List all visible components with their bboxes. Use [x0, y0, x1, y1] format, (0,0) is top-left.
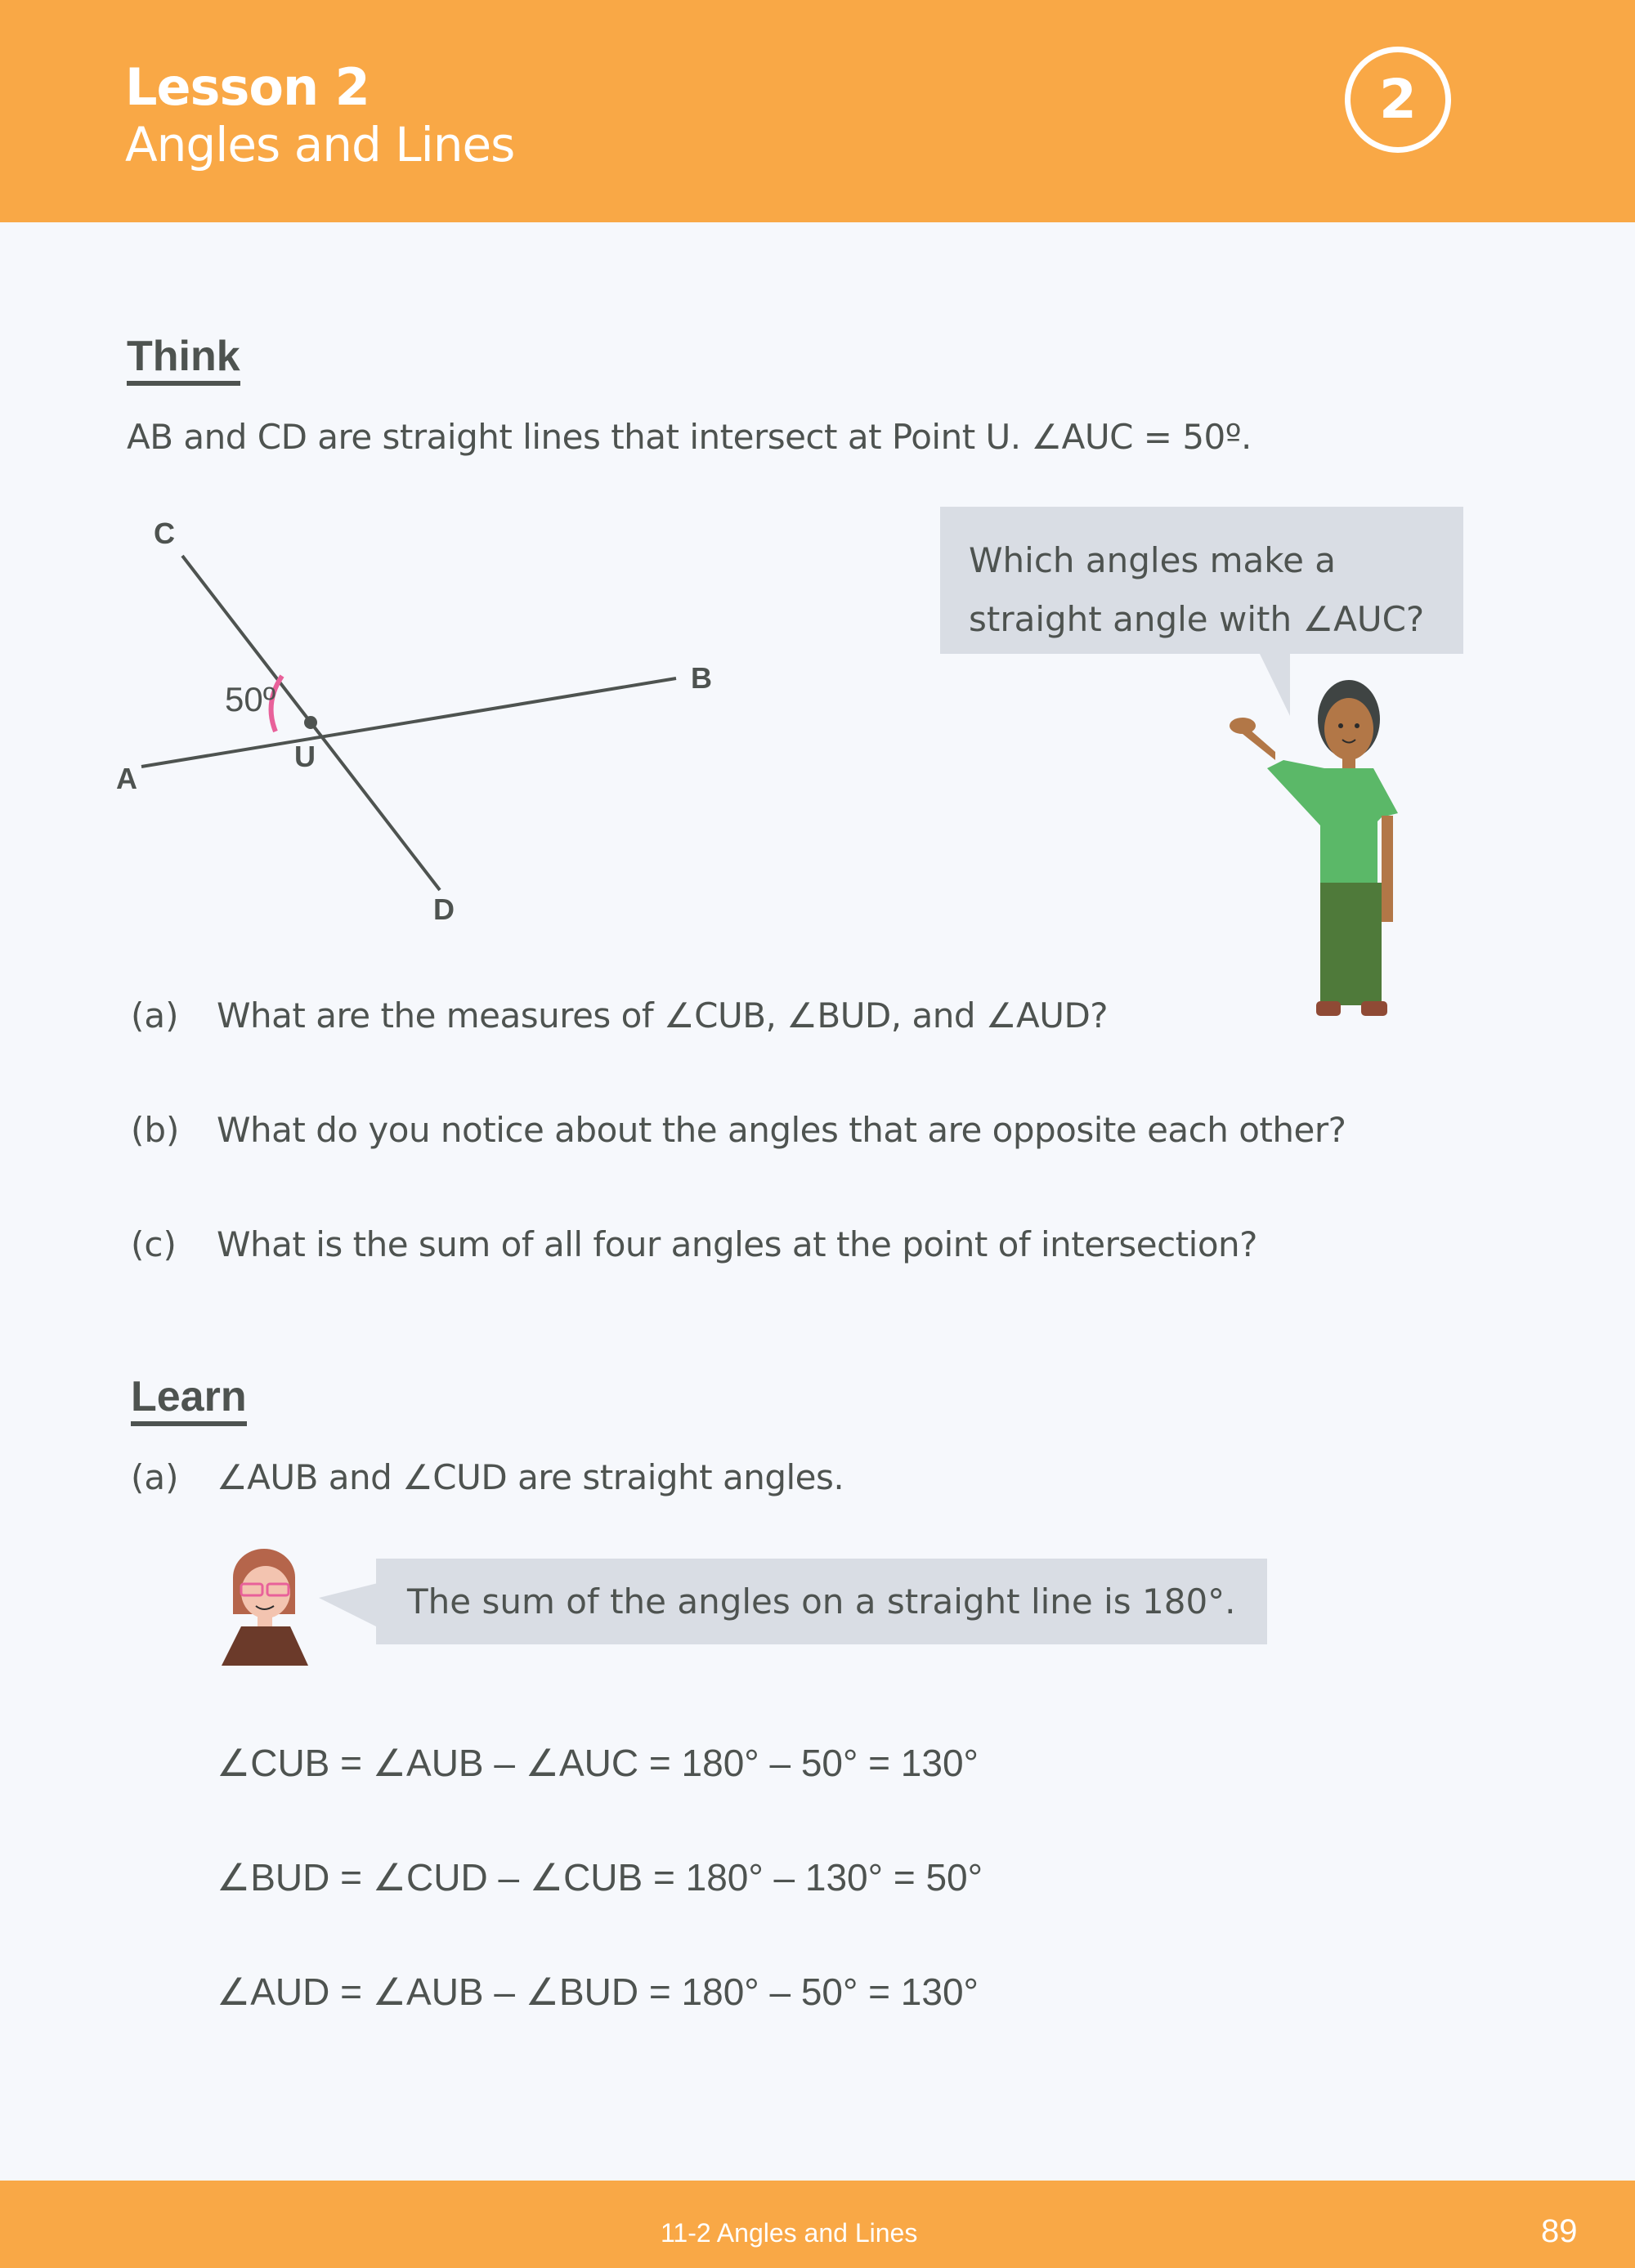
learn-a-label: (a)	[131, 1457, 179, 1497]
question-a: What are the measures of ∠CUB, ∠BUD, and ∠AUD?	[217, 995, 1109, 1036]
lesson-number: Lesson 2	[125, 57, 370, 117]
think-intro: AB and CD are straight lines that intersect at Point U. ∠AUC = 50º.	[127, 417, 1252, 457]
learn-heading: Learn	[131, 1376, 247, 1426]
label-d: D	[433, 892, 455, 926]
boy-character-icon	[1226, 678, 1414, 1030]
lesson-badge: 2	[1345, 47, 1451, 153]
point-u-dot	[304, 716, 317, 729]
question-c-label: (c)	[131, 1224, 177, 1264]
page-number: 89	[1541, 2213, 1578, 2249]
question-c: What is the sum of all four angles at the point of intersection?	[217, 1224, 1257, 1264]
angle-label: 50º	[225, 680, 276, 718]
label-c: C	[154, 517, 175, 550]
question-b: What do you notice about the angles that are opposite each other?	[217, 1110, 1346, 1150]
footer-section-title: 11-2 Angles and Lines	[661, 2218, 918, 2248]
page-footer	[0, 2181, 1635, 2268]
label-u: U	[294, 740, 316, 773]
bubble-line-1: Which angles make a	[969, 540, 1337, 580]
boy-speech-bubble	[940, 507, 1463, 654]
learn-a-text: ∠AUB and ∠CUD are straight angles.	[217, 1457, 844, 1497]
equation-bud: ∠BUD = ∠CUD – ∠CUB = 180° – 130° = 50°	[217, 1856, 983, 1899]
equation-cub: ∠CUB = ∠AUB – ∠AUC = 180° – 50° = 130°	[217, 1742, 979, 1784]
equation-aud: ∠AUD = ∠AUB – ∠BUD = 180° – 50° = 130°	[217, 1971, 979, 2013]
line-ab	[141, 678, 676, 767]
intersecting-lines-diagram	[106, 507, 760, 932]
label-a: A	[116, 762, 137, 795]
teacher-bubble-tail	[319, 1581, 384, 1631]
girl-character-icon	[217, 1545, 315, 1667]
lesson-header	[0, 0, 1635, 222]
bubble-line-2: straight angle with ∠AUC?	[969, 599, 1425, 639]
teacher-speech-bubble: The sum of the angles on a straight line is 180°.	[376, 1559, 1267, 1644]
question-a-label: (a)	[131, 995, 179, 1036]
think-heading: Think	[127, 335, 240, 386]
question-b-label: (b)	[131, 1110, 180, 1150]
lesson-title: Angles and Lines	[125, 117, 515, 172]
label-b: B	[691, 661, 712, 695]
